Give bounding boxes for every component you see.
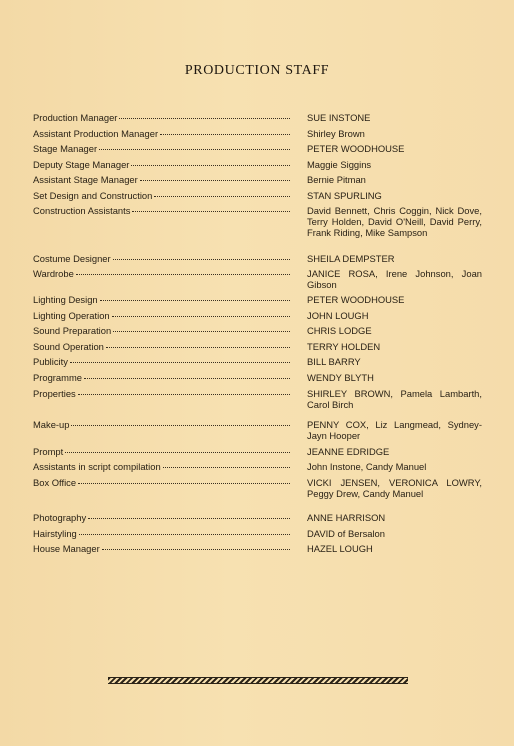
dot-leader xyxy=(79,533,290,535)
dot-leader xyxy=(113,258,290,260)
staff-role-label: Photography xyxy=(33,513,87,523)
dot-leader xyxy=(100,299,290,301)
staff-role xyxy=(33,175,290,186)
decorative-rule xyxy=(108,677,408,684)
staff-role xyxy=(33,529,290,540)
dot-leader xyxy=(65,451,290,453)
staff-role xyxy=(33,478,290,489)
staff-role xyxy=(33,342,290,353)
page-title: PRODUCTION STAFF xyxy=(184,63,330,78)
staff-role xyxy=(33,295,290,306)
staff-role-label: Assistant Production Manager xyxy=(33,129,159,139)
staff-role-label: Assistants in script compilation xyxy=(33,462,161,472)
staff-name: DAVID of Bersalon xyxy=(307,528,385,539)
staff-role xyxy=(33,144,290,155)
staff-name: JOHN LOUGH xyxy=(307,310,369,321)
staff-role xyxy=(33,254,290,265)
staff-role-label: Assistant Stage Manager xyxy=(33,175,138,185)
dot-leader xyxy=(84,377,290,379)
staff-name: TERRY HOLDEN xyxy=(307,341,381,352)
staff-role-label: Sound Operation xyxy=(33,342,104,352)
staff-name: ANNE HARRISON xyxy=(307,512,386,523)
staff-role-label: Prompt xyxy=(33,447,64,457)
staff-role xyxy=(33,269,290,280)
staff-role xyxy=(33,373,290,384)
dot-leader xyxy=(78,393,290,395)
staff-role xyxy=(33,447,290,458)
staff-name: PETER WOODHOUSE xyxy=(307,294,405,305)
staff-name: HAZEL LOUGH xyxy=(307,543,373,554)
staff-role xyxy=(33,326,290,337)
staff-role xyxy=(33,389,290,400)
staff-name: Shirley Brown xyxy=(307,128,365,139)
staff-role-label: Set Design and Construction xyxy=(33,191,153,201)
staff-role xyxy=(33,513,290,524)
dot-leader xyxy=(131,164,290,166)
staff-role-label: Sound Preparation xyxy=(33,326,112,336)
staff-role-label: Production Manager xyxy=(33,113,118,123)
staff-role-label: Deputy Stage Manager xyxy=(33,160,130,170)
staff-name: John Instone, Candy Manuel xyxy=(307,461,427,472)
staff-role xyxy=(33,160,290,171)
staff-role-label: Wardrobe xyxy=(33,269,74,279)
staff-name: JANICE ROSA, Irene Johnson, Joan Gibson xyxy=(307,268,482,290)
staff-role-label: Hairstyling xyxy=(33,529,77,539)
staff-name: VICKI JENSEN, VERONICA LOWRY, Peggy Drew, Candy Manuel xyxy=(307,477,482,499)
dot-leader xyxy=(154,195,290,197)
dot-leader xyxy=(113,330,290,332)
staff-name: JEANNE EDRIDGE xyxy=(307,446,390,457)
staff-name: SHEILA DEMPSTER xyxy=(307,253,395,264)
staff-role xyxy=(33,544,290,555)
dot-leader xyxy=(163,466,290,468)
staff-name: PENNY COX, Liz Langmead, Sydney-Jayn Hooper xyxy=(307,419,482,441)
staff-role-label: Stage Manager xyxy=(33,144,98,154)
staff-role xyxy=(33,357,290,368)
dot-leader xyxy=(119,117,290,119)
staff-role-label: Properties xyxy=(33,389,76,399)
staff-role xyxy=(33,420,290,431)
dot-leader xyxy=(112,315,290,317)
staff-name: WENDY BLYTH xyxy=(307,372,374,383)
staff-name: BILL BARRY xyxy=(307,356,361,367)
staff-role xyxy=(33,462,290,473)
staff-role-label: Publicity xyxy=(33,357,68,367)
dot-leader xyxy=(140,179,290,181)
staff-role-label: Lighting Operation xyxy=(33,311,110,321)
dot-leader xyxy=(160,133,290,135)
staff-role xyxy=(33,191,290,202)
staff-role xyxy=(33,129,290,140)
staff-name: PETER WOODHOUSE xyxy=(307,143,405,154)
staff-role-label: Box Office xyxy=(33,478,77,488)
dot-leader xyxy=(76,273,290,275)
staff-name: Maggie Siggins xyxy=(307,159,372,170)
dot-leader xyxy=(88,517,290,519)
staff-role xyxy=(33,206,290,217)
dot-leader xyxy=(78,482,290,484)
staff-role-label: Construction Assistants xyxy=(33,206,131,216)
staff-role xyxy=(33,113,290,124)
staff-role-label: House Manager xyxy=(33,544,100,554)
staff-name: CHRIS LODGE xyxy=(307,325,372,336)
dot-leader xyxy=(132,210,290,212)
staff-role-label: Make-up xyxy=(33,420,70,430)
dot-leader xyxy=(106,346,290,348)
staff-role-label: Costume Designer xyxy=(33,254,111,264)
staff-role xyxy=(33,311,290,322)
staff-name: David Bennett, Chris Coggin, Nick Dove, Terry Holden, David O'Neill, David Perry, Frank Riding, Mike Sampson xyxy=(307,205,482,238)
dot-leader xyxy=(102,548,290,550)
staff-role-label: Programme xyxy=(33,373,82,383)
dot-leader xyxy=(71,424,290,426)
dot-leader xyxy=(99,148,290,150)
staff-role-label: Lighting Design xyxy=(33,295,98,305)
staff-name: Bernie Pitman xyxy=(307,174,366,185)
staff-name: SUE INSTONE xyxy=(307,112,371,123)
staff-name: STAN SPURLING xyxy=(307,190,382,201)
staff-name: SHIRLEY BROWN, Pamela Lambarth, Carol Birch xyxy=(307,388,482,410)
dot-leader xyxy=(70,361,290,363)
